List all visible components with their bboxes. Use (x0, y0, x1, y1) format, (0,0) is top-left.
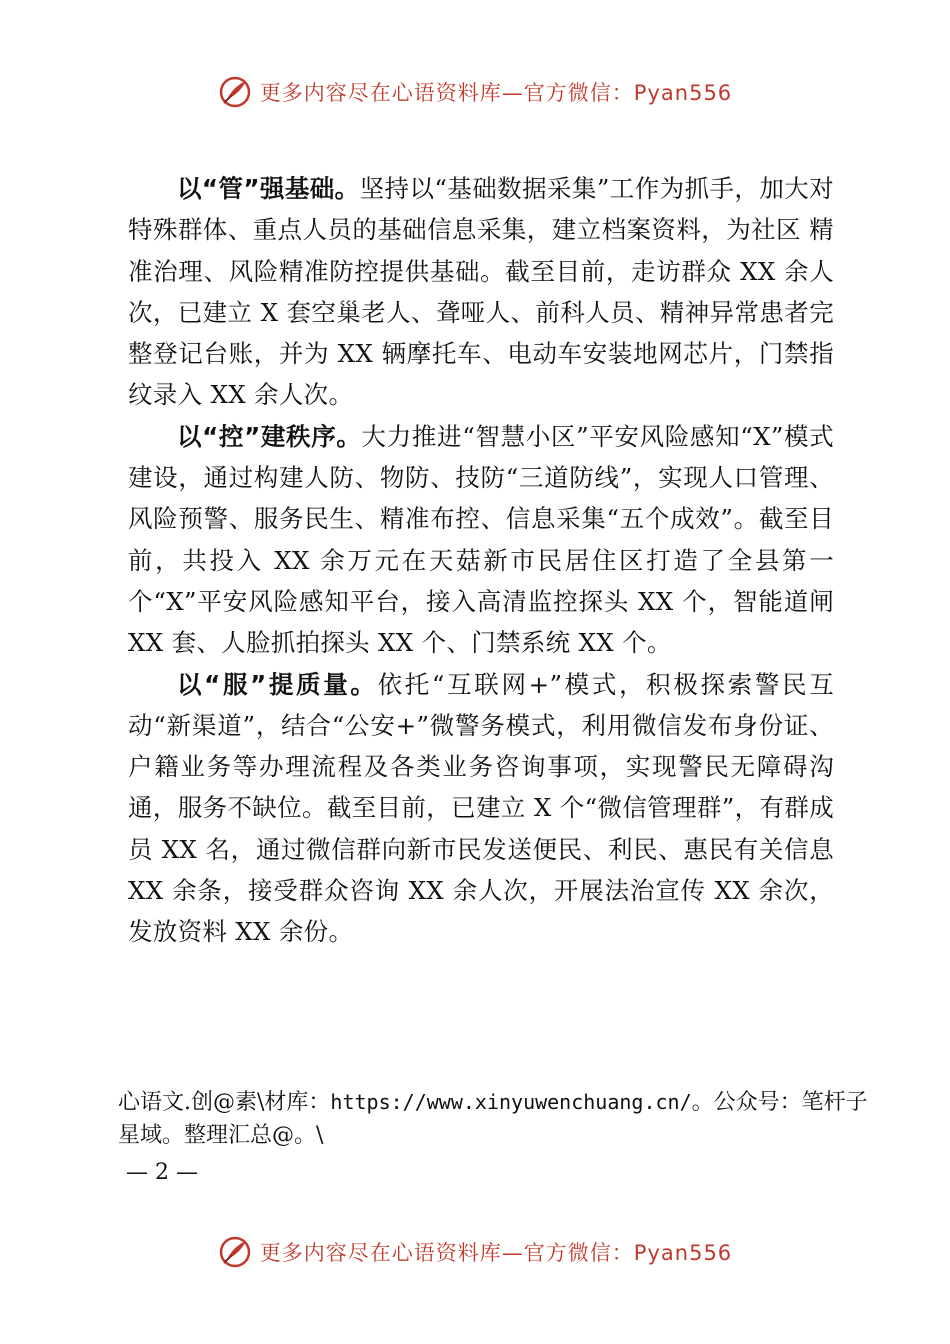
paragraph-lead: 以“控”建秩序。 (177, 421, 362, 451)
paragraph-service (128, 664, 834, 953)
banner-text: 更多内容尽在心语资料库—官方微信：Pyan556 (259, 81, 733, 105)
feather-quill-logo-icon (218, 1235, 252, 1269)
footer-banner (0, 1232, 950, 1272)
header-banner (0, 72, 950, 112)
source-url: https://www.xinyuwenchuang.cn/ (330, 1090, 692, 1114)
source-prefix: 心语文.创@素\材库： (118, 1090, 331, 1115)
paragraph-lead: 以“管”强基础。 (177, 174, 360, 203)
paragraph-text: 大力推进“智慧小区”平安风险感知“X”模式建设，通过构建人防、物防、技防“三道防线”，实现人口管理、风险预警、服务民生、精准布控、信息采集“五个成效”。截至目前，共投入 XX 余万元在天菇新市民居住区打造了全县第一个“X”平安风险感知平台，接入高清监控探头 XX 个，智能道闸 XX 套、人脸抓拍探头 XX 个、门禁系统 XX 个。 (128, 421, 834, 658)
feather-quill-logo-icon (218, 75, 252, 109)
paragraph-text: 坚持以“基础数据采集”工作为抓手，加大对特殊群体、重点人员的基础信息采集，建立档案资料，为社区 精准治理、风险精准防控提供基础。截至目前，走访群众 XX 余人次，已建立 X 套空巢老人、聋哑人、前科人员、精神异常患者完整登记台账，并为 XX 辆摩托车、电动车安装地网芯片，门禁指纹录入 XX 余人次。 (128, 174, 834, 410)
paragraph-manage (128, 168, 834, 416)
source-suffix: 。公众号：笔杆子星域。整理汇总@。\ (118, 1090, 868, 1148)
page-number: — 2 — (126, 1160, 198, 1185)
banner-text: 更多内容尽在心语资料库—官方微信：Pyan556 (259, 1241, 733, 1265)
document-body (128, 168, 834, 953)
paragraph-lead: 以“服”提质量。 (177, 669, 378, 699)
paragraph-control (128, 416, 834, 664)
paragraph-text: 依托“互联网+”模式，积极探索警民互动“新渠道”，结合“公安+”微警务模式，利用微信发布身份证、户籍业务等办理流程及各类业务咨询事项，实现警民无障碍沟通，服务不缺位。截至目前，已建立 X 个“微信管理群”，有群成员 XX 名，通过微信群向新市民发送便民、利民、惠民有关信息 XX 余条，接受群众咨询 XX 余人次，开展法治宣传 XX 余次，发放资料 XX 余份。 (128, 669, 834, 947)
source-note (118, 1086, 878, 1152)
